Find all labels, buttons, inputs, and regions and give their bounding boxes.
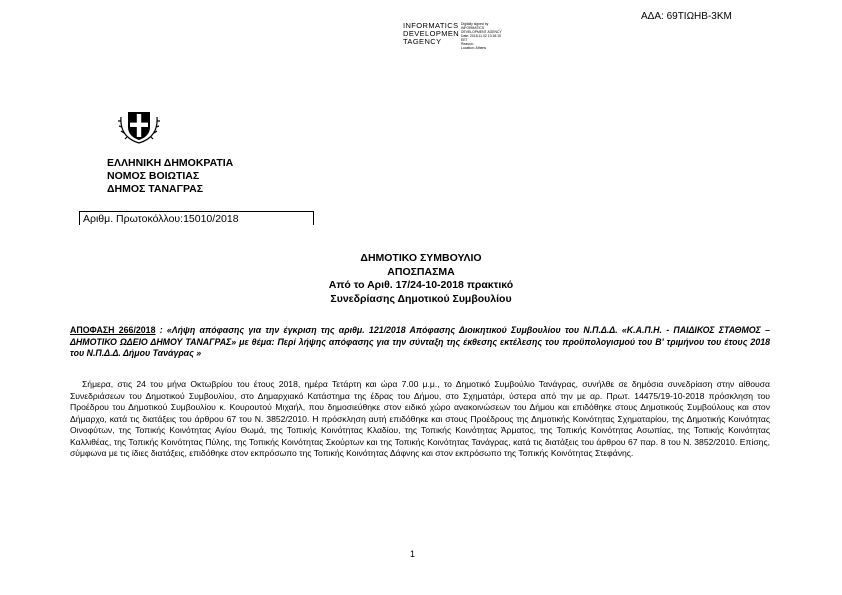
- sig-line: INFORMATICS: [461, 26, 485, 30]
- issuing-authority: [107, 157, 233, 196]
- signature-details: [461, 22, 502, 50]
- protocol-number: Αριθμ. Πρωτοκόλλου:15010/2018: [83, 213, 239, 225]
- authority-country: ΕΛΛΗΝΙΚΗ ΔΗΜΟΚΡΑΤΙΑ: [107, 157, 234, 169]
- sig-line: EET: [461, 38, 468, 42]
- sig-line: Location: Athens: [461, 46, 487, 50]
- stamp-word-1: INFORMATICS: [403, 21, 459, 30]
- sig-line: DEVELOPMENT AGENCY: [461, 30, 502, 34]
- title-excerpt: ΑΠΟΣΠΑΣΜΑ: [387, 265, 455, 278]
- page-number: 1: [410, 549, 416, 559]
- authority-municipality: ΔΗΜΟΣ ΤΑΝΑΓΡΑΣ: [107, 183, 204, 195]
- authority-prefecture: ΝΟΜΟΣ ΒΟΙΩΤΙΑΣ: [107, 170, 200, 182]
- title-council: ΔΗΜΟΤΙΚΟ ΣΥΜΒΟΥΛΙΟ: [360, 252, 482, 264]
- title-session: Συνεδρίασης Δημοτικού Συμβουλίου: [330, 292, 512, 305]
- sig-line: Digitally signed by: [461, 22, 489, 26]
- stamp-word-3: TAGENCY: [403, 37, 442, 46]
- document-title: [256, 252, 586, 306]
- greek-coat-of-arms-icon: [117, 103, 161, 147]
- decision-number: ΑΠΟΦΑΣΗ 266/2018: [70, 325, 156, 335]
- stamp-word-2: DEVELOPMEN: [403, 29, 460, 38]
- signature-stamp: [403, 22, 460, 46]
- ada-code: ΑΔΑ: 69ΤΙΩΗΒ-3ΚΜ: [641, 11, 732, 22]
- sig-line: Date: 2018.11.02 13:18:15: [461, 34, 501, 38]
- protocol-number-box: [79, 211, 314, 225]
- body-paragraph: Σήμερα, στις 24 του μήνα Οκτωβρίου του έτους 2018, ημέρα Τετάρτη και ώρα 7.00 μ.μ., το Δημοτικό Συμβούλιο Τανάγρας, συνήλθε σε δημόσια συνεδρίαση στην αίθουσα Συνεδριάσεων του Δημοτικού Συμβουλίου, στο Δημαρχιακό Κατάστημα της έδρας του Δήμου, στο Σχηματάρι, ύστερα από την με αρ. Πρωτ. 14475/19-10-2018 πρόσκληση του Προέδρου του Δημοτικού Συμβουλίου κ. Κουρουτού Μιχαήλ, που δημοσιεύθηκε στον ειδικό χώρο ανακοινώσεων του Δήμου και επιδόθηκε στους Δημοτικούς Συμβούλους και στον Δήμαρχο, κατά τις διατάξεις του άρθρου 67 του Ν. 3852/2010. Η πρόσκληση αυτή επιδόθηκε και στους Προέδρους της Δημοτικής Κοινότητας Σχηματαρίου, της Δημοτικής Κοινότητας Οινοφύτων, της Τοπικής Κοινότητας Αγίου Θωμά, της Τοπικής Κοινότητας Κλαδίου, της Τοπικής Κοινότητας Άρματος, της Τοπικής Κοινότητας Ασωπίας, της Τοπικής Κοινότητας Καλλιθέας, της Τοπικής Κοινότητας Πύλης, της Τοπικής Κοινότητας Σκούρτων και της Τοπικής Κοινότητας Τανάγρας, κατά τις διατάξεις του άρθρου 67 παρ. 8 του Ν. 3852/2010. Επίσης, σύμφωνα με τις ίδιες διατάξεις, επιδόθηκε στον εκπρόσωπο της Τοπικής Κοινότητας Δάφνης και στον εκπρόσωπο της Τοπικής Κοινότητας Στεφάνης.: [70, 379, 770, 458]
- decision-subject: : «Λήψη απόφασης για την έγκριση της αριθμ. 121/2018 Απόφασης Διοικητικού Συμβουλίου του Ν.Π.Δ.Δ. «Κ.Α.Π.Η. - ΠΑΙΔΙΚΟΣ ΣΤΑΘΜΟΣ – ΔΗΜΟΤΙΚΟ ΩΔΕΙΟ ΔΗΜΟΥ ΤΑΝΑΓΡΑΣ» με θέμα: Περί λήψης απόφασης για την σύνταξη της έκθεσης εκτέλεσης του προϋπολογισμού του Β' τριμήνου του έτους 2018 του Ν.Π.Δ.Δ. Δήμου Τανάγρας »: [70, 325, 770, 359]
- title-minutes: Από το Αριθ. 17/24-10-2018 πρακτικό: [328, 279, 514, 291]
- decision-paragraph: [70, 325, 770, 360]
- sig-line: Reason:: [461, 42, 474, 46]
